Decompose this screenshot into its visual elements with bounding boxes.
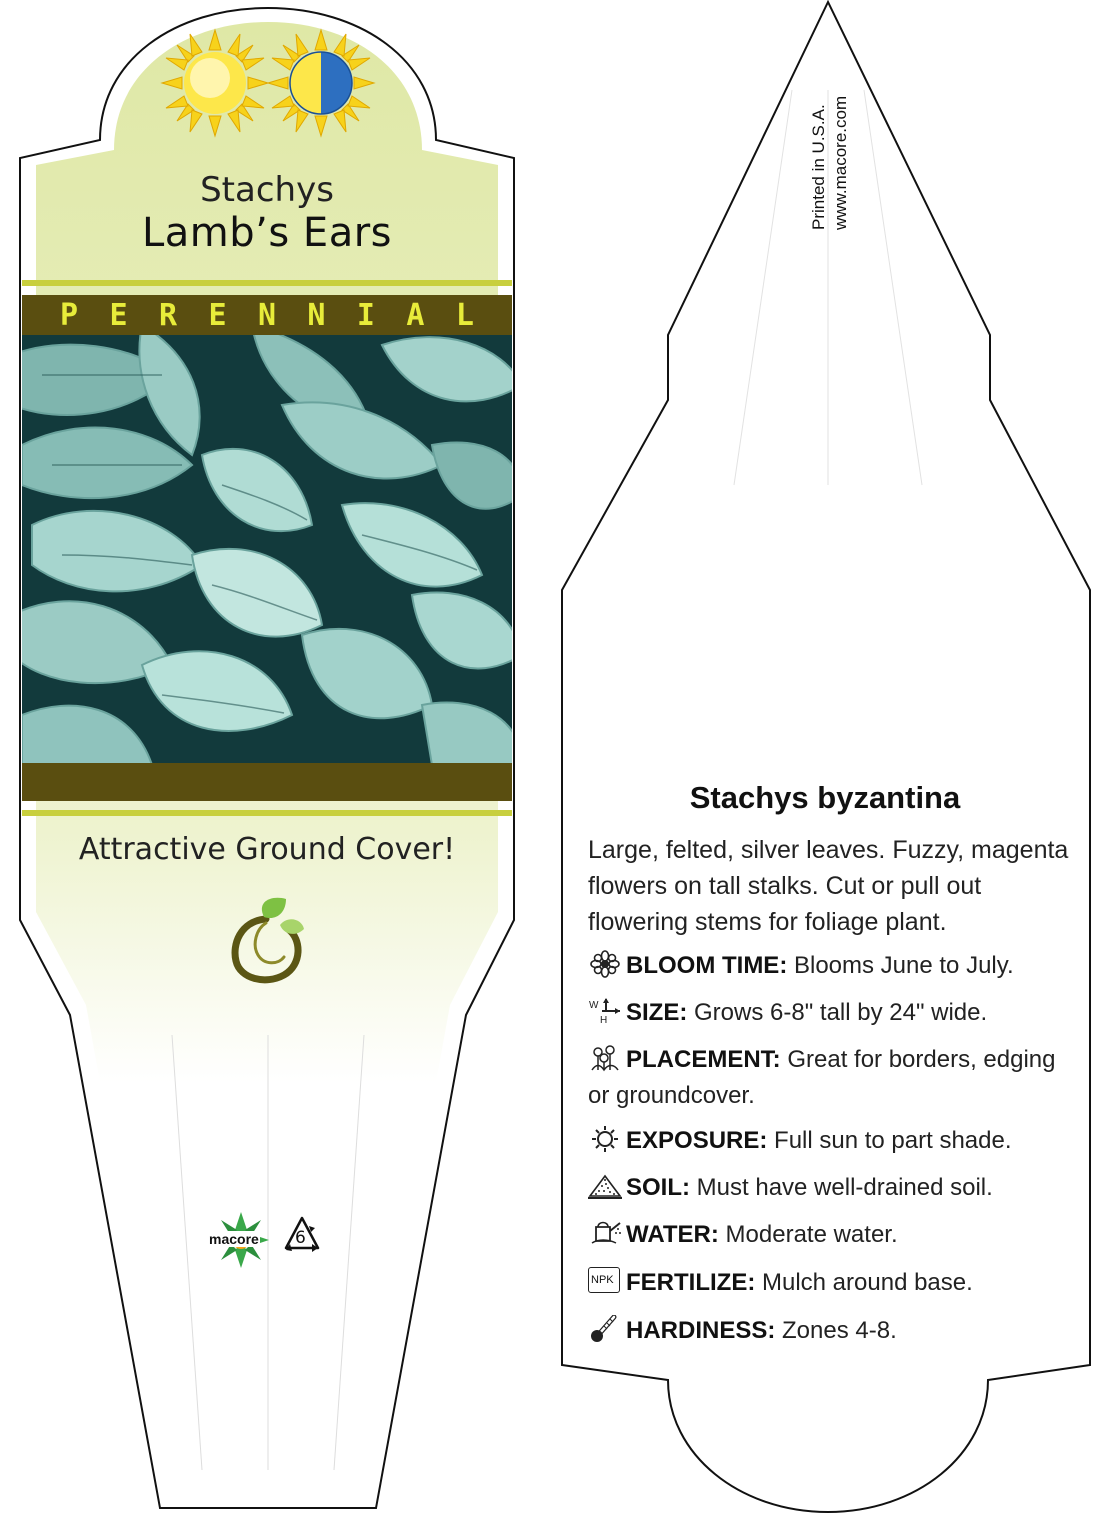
category-letter: E	[208, 297, 227, 333]
npk-text: NPK	[591, 1274, 614, 1286]
fertilize-value: Mulch around base.	[755, 1269, 973, 1296]
part-sun-icon	[266, 28, 376, 138]
bloom-time-label: BLOOM TIME:	[626, 952, 788, 979]
common-name: Lamb’s Ears	[142, 210, 392, 256]
water-row	[588, 1217, 1078, 1253]
water-value: Moderate water.	[718, 1221, 898, 1248]
accent-rule-top	[22, 280, 512, 286]
macore-logo	[206, 1210, 276, 1270]
full-sun-icon	[160, 28, 270, 138]
soil-label: SOIL:	[626, 1174, 690, 1201]
size-icon-w: W	[589, 1000, 599, 1011]
print-info	[760, 40, 950, 230]
watering-can-icon	[588, 1219, 622, 1247]
size-icon-h: H	[600, 1015, 608, 1026]
placement-label: PLACEMENT:	[626, 1046, 781, 1073]
accent-band-bottom	[22, 763, 512, 801]
perennial-band	[22, 295, 512, 335]
soil-icon	[588, 1172, 622, 1200]
category-letter: E	[109, 297, 128, 333]
category-letter: L	[455, 297, 474, 333]
size-icon	[588, 997, 622, 1025]
size-label: SIZE:	[626, 999, 688, 1026]
category-letter: N	[257, 297, 276, 333]
website: www.macore.com	[831, 95, 850, 230]
category-letter: R	[158, 297, 178, 333]
exposure-label: EXPOSURE:	[626, 1127, 768, 1154]
hardiness-row	[588, 1313, 1078, 1349]
hardiness-label: HARDINESS:	[626, 1317, 776, 1344]
printed-in: Printed in U.S.A.	[809, 104, 828, 230]
category-letter: P	[60, 297, 79, 333]
genus-name: Stachys	[200, 170, 334, 210]
accent-rule-bottom	[22, 810, 512, 816]
fertilize-row	[588, 1265, 1078, 1301]
placement-value: Great for borders, edging or groundcover.	[588, 1046, 1056, 1109]
sun-icon	[588, 1125, 622, 1153]
exposure-value: Full sun to part shade.	[767, 1127, 1012, 1154]
leaf-swirl-logo	[226, 895, 308, 987]
brand-name: macore	[209, 1231, 259, 1247]
bloom-time-value: Blooms June to July.	[787, 952, 1014, 979]
soil-value: Must have well-drained soil.	[690, 1174, 993, 1201]
size-row	[588, 995, 1078, 1031]
category-letter: I	[356, 297, 375, 333]
recycle-icon	[282, 1214, 322, 1258]
placement-row	[588, 1042, 1078, 1114]
thermometer-icon	[588, 1315, 622, 1343]
placement-icon	[588, 1044, 622, 1072]
fertilize-label: FERTILIZE:	[626, 1269, 756, 1296]
size-value: Grows 6-8" tall by 24" wide.	[687, 999, 988, 1026]
plant-photo	[22, 335, 512, 763]
water-label: WATER:	[626, 1221, 719, 1248]
npk-icon	[588, 1267, 622, 1295]
hardiness-value: Zones 4-8.	[775, 1317, 897, 1344]
category-letter: A	[406, 297, 425, 333]
bloom-time-row	[588, 948, 1078, 984]
exposure-row	[588, 1123, 1078, 1159]
tagline: Attractive Ground Cover!	[78, 832, 456, 867]
plant-description: Large, felted, silver leaves. Fuzzy, magenta flowers on tall stalks. Cut or pull out flowering stems for foliage plant.	[588, 836, 1069, 936]
recycle-code: 6	[295, 1228, 306, 1248]
soil-row	[588, 1170, 1078, 1206]
flower-icon	[588, 950, 622, 978]
category-letter: N	[307, 297, 326, 333]
scientific-name: Stachys byzantina	[689, 780, 961, 815]
